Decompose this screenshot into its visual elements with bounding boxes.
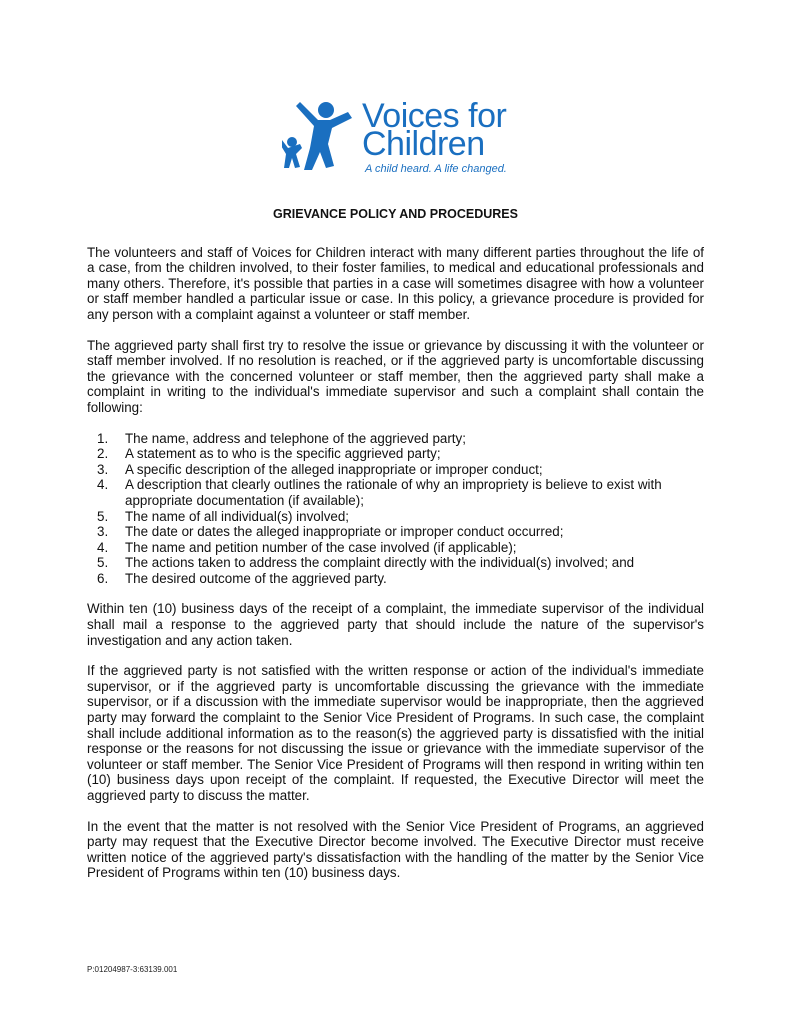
- list-item: 3. A specific description of the alleged inappropriate or improper conduct;: [97, 461, 543, 477]
- complaint-contents-list: [87, 431, 704, 587]
- executive-director-paragraph: In the event that the matter is not resolved with the Senior Vice President of Programs, an aggrieved party may request that the Executive Director become involved. The Executive Director must receive written notice of the aggrieved party's dissatisfaction with the handling of the matter by the Senior Vice President of Programs within ten (10) business days.: [87, 818, 704, 881]
- list-item: 4. A description that clearly outlines the rationale of why an impropriety is believe to exist with appropriate documentation (if available);: [97, 477, 662, 508]
- document-id-footer: P:01204987-3:63139.001: [87, 965, 178, 974]
- list-item: 2. A statement as to who is the specific aggrieved party;: [97, 446, 441, 462]
- logo-wordmark-line2: Children: [362, 125, 485, 163]
- children-figures-icon: [282, 98, 362, 180]
- first-step-paragraph: The aggrieved party shall first try to resolve the issue or grievance by discussing it with the volunteer or staff member involved. If no resolution is reached, or if the aggrieved party is uncomfortable discussing the grievance with the concerned volunteer or staff member, then the aggrieved party shall make a complaint in writing to the individual's immediate supervisor and such a complaint shall contain the following:: [87, 337, 704, 415]
- supervisor-response-paragraph: Within ten (10) business days of the receipt of a complaint, the immediate supervisor of the individual shall mail a response to the aggrieved party that should include the nature of the supervisor's investigation and any action taken.: [87, 601, 704, 648]
- list-item: 5. The actions taken to address the complaint directly with the individual(s) involved; and: [97, 555, 635, 571]
- document-body: [87, 207, 704, 896]
- intro-paragraph: The volunteers and staff of Voices for Children interact with many different parties throughout the life of a case, from the children involved, to their foster families, to medical and educational professionals and many others. Therefore, it's possible that parties in a case will sometimes disagree with how a volunteer or staff member handled a particular issue or case. In this policy, a grievance procedure is provided for any person with a complaint against a volunteer or staff member.: [87, 244, 704, 322]
- logo-wordmark-line1: Voices for: [362, 97, 507, 135]
- list-item: 4. The name and petition number of the case involved (if applicable);: [97, 539, 517, 555]
- list-item: 1. The name, address and telephone of the aggrieved party;: [97, 430, 466, 446]
- voices-for-children-logo: [282, 98, 522, 180]
- list-item: 6. The desired outcome of the aggrieved party.: [97, 570, 387, 586]
- list-item: 3. The date or dates the alleged inappropriate or improper conduct occurred;: [97, 524, 564, 540]
- document-title: GRIEVANCE POLICY AND PROCEDURES: [273, 207, 518, 221]
- escalation-paragraph: If the aggrieved party is not satisfied with the written response or action of the individual's immediate supervisor, or if the aggrieved party is uncomfortable discussing the grievance with the immediate supervisor, or if a discussion with the immediate supervisor would be inappropriate, then the aggrieved party may forward the complaint to the Senior Vice President of Programs. In such case, the complaint shall include additional information as to the reason(s) the aggrieved party is dissatisfied with the initial response or the reasons for not discussing the issue or grievance with the immediate supervisor of the volunteer or staff member. The Senior Vice President of Programs will then respond in writing within ten (10) business days upon receipt of the complaint. If requested, the Executive Director will meet the aggrieved party to discuss the matter.: [87, 663, 704, 803]
- list-item: 5. The name of all individual(s) involved;: [97, 508, 350, 524]
- logo-tagline: A child heard. A life changed.: [365, 163, 507, 175]
